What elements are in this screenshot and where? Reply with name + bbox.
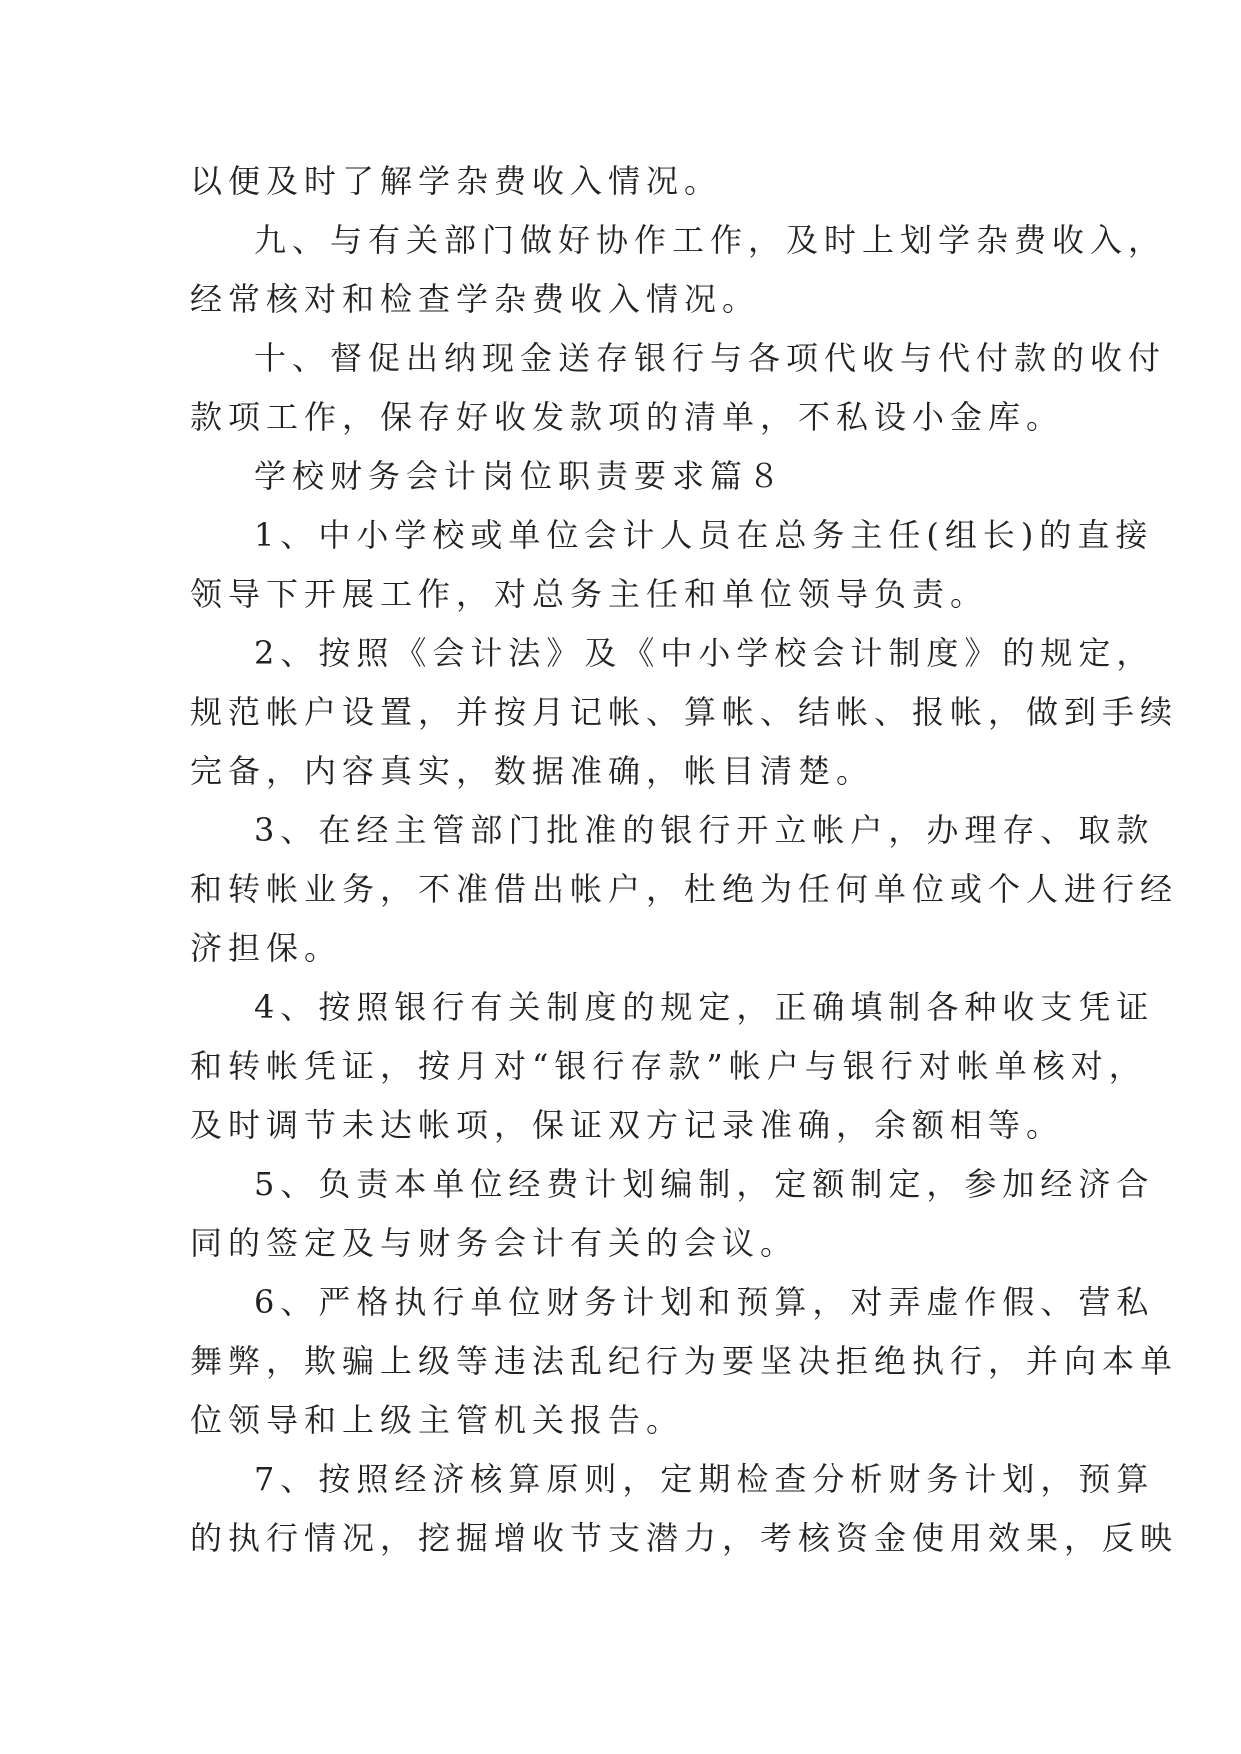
paragraph-line: 完备，内容真实，数据准确，帐目清楚。 bbox=[190, 752, 875, 790]
paragraph-line: 规范帐户设置，并按月记帐、算帐、结帐、报帐，做到手续 bbox=[190, 693, 1179, 731]
paragraph-first-line: 学校财务会计岗位职责要求篇８ bbox=[254, 457, 787, 495]
paragraph-line: 和转帐凭证，按月对“银行存款”帐户与银行对帐单核对， bbox=[190, 1047, 1147, 1085]
paragraph-line: 的执行情况，挖掘增收节支潜力，考核资金使用效果，反映 bbox=[190, 1519, 1179, 1557]
paragraph-first-line: 十、督促出纳现金送存银行与各项代收与代付款的收付 bbox=[254, 339, 1167, 377]
document-body bbox=[190, 152, 1179, 1568]
paragraph-line: 济担保。 bbox=[190, 929, 343, 967]
paragraph-first-line: 3、在经主管部门批准的银行开立帐户，办理存、取款 bbox=[254, 811, 1155, 849]
paragraph-line: 舞弊，欺骗上级等违法乱纪行为要坚决拒绝执行，并向本单 bbox=[190, 1342, 1179, 1380]
paragraph-first-line: 2、按照《会计法》及《中小学校会计制度》的规定， bbox=[254, 634, 1155, 672]
paragraph-line: 及时调节未达帐项，保证双方记录准确，余额相等。 bbox=[190, 1106, 1065, 1144]
paragraph-line: 领导下开展工作，对总务主任和单位领导负责。 bbox=[190, 575, 989, 613]
paragraph-first-line: 九、与有关部门做好协作工作，及时上划学杂费收入， bbox=[254, 221, 1167, 259]
paragraph-line: 和转帐业务，不准借出帐户，杜绝为任何单位或个人进行经 bbox=[190, 870, 1179, 908]
paragraph-line: 经常核对和检查学杂费收入情况。 bbox=[190, 280, 761, 318]
paragraph-line: 同的签定及与财务会计有关的会议。 bbox=[190, 1224, 799, 1262]
paragraph-line: 款项工作，保存好收发款项的清单，不私设小金库。 bbox=[190, 398, 1065, 436]
paragraph-line: 以便及时了解学杂费收入情况。 bbox=[190, 162, 723, 200]
paragraph-first-line: 5、负责本单位经费计划编制，定额制定，参加经济合 bbox=[254, 1165, 1155, 1203]
paragraph-first-line: 1、中小学校或单位会计人员在总务主任(组长)的直接 bbox=[254, 516, 1154, 554]
paragraph-line: 位领导和上级主管机关报告。 bbox=[190, 1401, 685, 1439]
paragraph-first-line: 7、按照经济核算原则，定期检查分析财务计划，预算 bbox=[254, 1460, 1155, 1498]
paragraph-first-line: 6、严格执行单位财务计划和预算，对弄虚作假、营私 bbox=[254, 1283, 1155, 1321]
paragraph-first-line: 4、按照银行有关制度的规定，正确填制各种收支凭证 bbox=[254, 988, 1155, 1026]
